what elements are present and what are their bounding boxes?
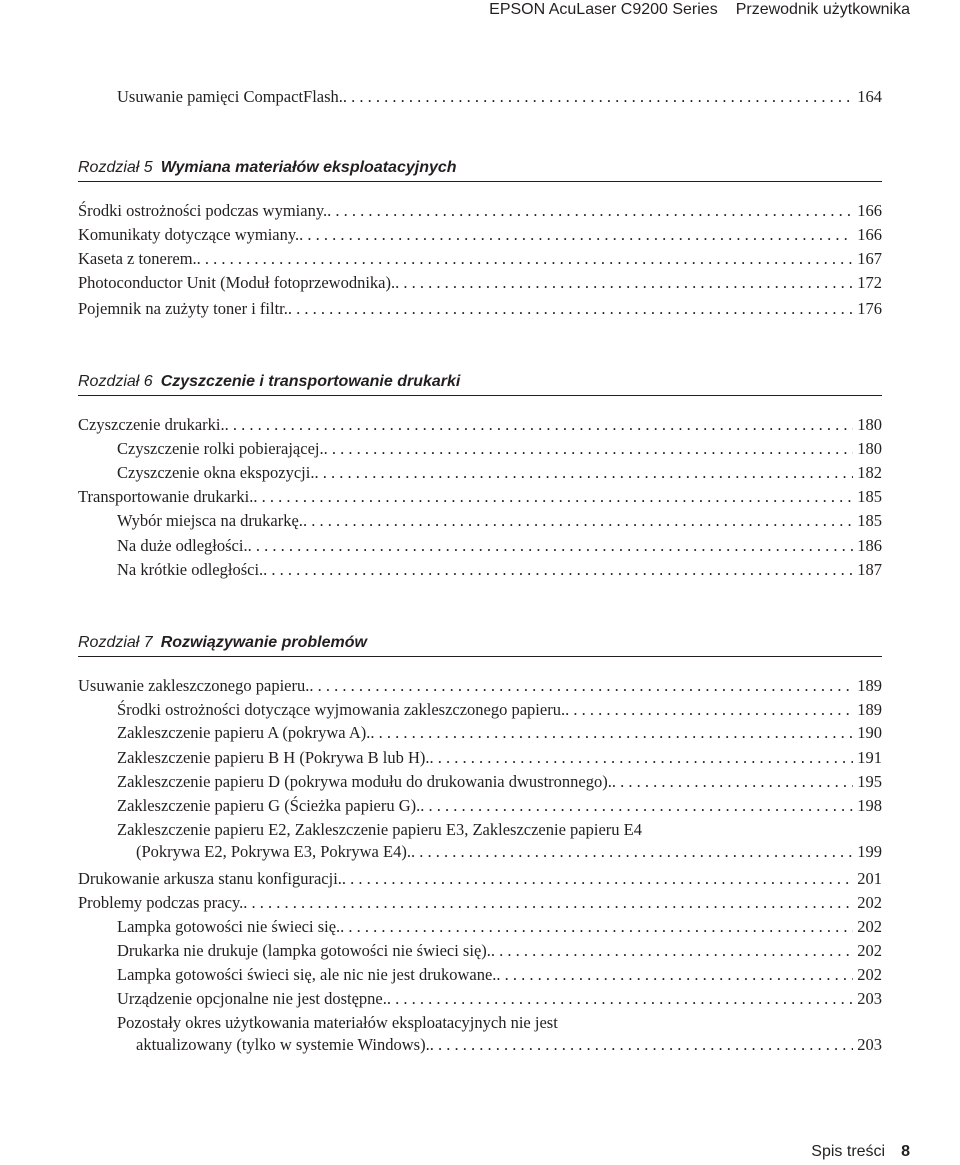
- toc-entry-title: Pojemnik na zużyty toner i filtr.: [78, 299, 288, 318]
- toc-entry-page: 187: [857, 560, 882, 579]
- toc-entry-page: 166: [857, 201, 882, 220]
- toc-entry-title: Środki ostrożności podczas wymiany.: [78, 201, 328, 220]
- toc-entry-page: 180: [857, 415, 882, 434]
- dot-leader: [496, 964, 853, 986]
- toc-entry-title: Drukarka nie drukuje (lampka gotowości nie świeci się).: [117, 941, 491, 960]
- toc-entry[interactable]: [78, 462, 882, 484]
- running-header: [489, 0, 910, 20]
- toc-entry-title: Czyszczenie okna ekspozycji.: [117, 463, 315, 482]
- dot-leader: [340, 916, 853, 938]
- dot-leader: [612, 771, 853, 793]
- toc-entry-title: Na duże odległości.: [117, 536, 248, 555]
- toc-entry-page: 202: [857, 965, 882, 984]
- chapter-title: Wymiana materiałów eksploatacyjnych: [160, 159, 457, 176]
- toc-entry-title: Usuwanie pamięci CompactFlash.: [117, 87, 343, 106]
- toc-entry-page: 182: [857, 463, 882, 482]
- toc-entry-page: 202: [857, 941, 882, 960]
- toc-entry-title: Zakleszczenie papieru A (pokrywa A).: [117, 723, 371, 742]
- toc-entry-title: Zakleszczenie papieru D (pokrywa modułu do drukowania dwustronnego).: [117, 772, 612, 791]
- toc-entry-title: Lampka gotowości nie świeci się.: [117, 917, 341, 936]
- toc-entry[interactable]: [78, 940, 882, 962]
- toc-entry-title: Czyszczenie rolki pobierającej.: [117, 439, 324, 458]
- toc-entry[interactable]: [78, 868, 882, 890]
- toc-entry[interactable]: [78, 1012, 882, 1056]
- toc-entry-page: 189: [857, 676, 882, 695]
- toc-entry[interactable]: [78, 248, 882, 270]
- dot-leader: [387, 988, 853, 1010]
- toc-entry[interactable]: [78, 722, 882, 744]
- page-footer: [811, 1142, 910, 1162]
- dot-leader: [430, 1034, 854, 1056]
- toc-entry-title-continued: (Pokrywa E2, Pokrywa E3, Pokrywa E4).: [136, 842, 411, 861]
- toc-entry-title: Na krótkie odległości.: [117, 560, 264, 579]
- toc-entry-page: 202: [857, 917, 882, 936]
- dot-leader: [288, 298, 853, 320]
- toc-entry[interactable]: [78, 486, 882, 508]
- toc-entry[interactable]: [78, 510, 882, 532]
- toc-entry-page: 180: [857, 439, 882, 458]
- dot-leader: [299, 224, 853, 246]
- dot-leader: [565, 699, 853, 721]
- toc-entry-title: Problemy podczas pracy.: [78, 893, 244, 912]
- toc-entry[interactable]: [78, 699, 882, 721]
- dot-leader: [327, 200, 853, 222]
- toc-entry-title: Komunikaty dotyczące wymiany.: [78, 225, 300, 244]
- toc-entry-page: 172: [857, 273, 882, 292]
- dot-leader: [430, 747, 854, 769]
- dot-leader: [225, 414, 854, 436]
- toc-entry-title: Lampka gotowości świeci się, ale nic nie jest drukowane.: [117, 965, 497, 984]
- toc-entry-title: Photoconductor Unit (Moduł fotoprzewodnika).: [78, 273, 396, 292]
- dot-leader: [491, 940, 853, 962]
- toc-entry-page: 189: [857, 700, 882, 719]
- toc-entry-page: 201: [857, 869, 882, 888]
- toc-entry-page: 190: [857, 723, 882, 742]
- toc-entry[interactable]: [78, 964, 882, 986]
- toc-entry-page: 167: [857, 249, 882, 268]
- chapter-title: Czyszczenie i transportowanie drukarki: [160, 373, 461, 390]
- toc-entry-page: 198: [857, 796, 882, 815]
- chapter-heading[interactable]: [78, 632, 882, 657]
- toc-entry-page: 202: [857, 893, 882, 912]
- toc-entry[interactable]: [78, 771, 882, 793]
- dot-leader: [263, 559, 853, 581]
- toc-entry-continuation: [117, 841, 882, 863]
- toc-entry-page: 199: [857, 842, 882, 861]
- dot-leader: [253, 486, 853, 508]
- chapter-heading[interactable]: [78, 157, 882, 182]
- toc-entry-title: Drukowanie arkusza stanu konfiguracji.: [78, 869, 342, 888]
- toc-entry-title-continued: aktualizowany (tylko w systemie Windows).: [136, 1035, 430, 1054]
- toc-entry-title: Kaseta z tonerem.: [78, 249, 197, 268]
- toc-entry-page: 186: [857, 536, 882, 555]
- dot-leader: [309, 675, 853, 697]
- toc-entry[interactable]: [78, 298, 882, 320]
- guide-name: Przewodnik użytkownika: [735, 1, 910, 18]
- toc-entry-page: 185: [857, 487, 882, 506]
- toc-entry-page: 166: [857, 225, 882, 244]
- dot-leader: [197, 248, 854, 270]
- toc-entry-title: Pozostały okres użytkowania materiałów eksploatacyjnych nie jest: [117, 1013, 558, 1032]
- toc-entry-page: 203: [857, 1035, 882, 1054]
- toc-entry[interactable]: [78, 675, 882, 697]
- toc-entry-title: Usuwanie zakleszczonego papieru.: [78, 676, 310, 695]
- dot-leader: [411, 841, 853, 863]
- chapter-title: Rozwiązywanie problemów: [160, 634, 367, 651]
- toc-entry-title: Czyszczenie drukarki.: [78, 415, 225, 434]
- dot-leader: [243, 892, 853, 914]
- toc-entry[interactable]: [78, 224, 882, 246]
- toc-entry[interactable]: [78, 535, 882, 557]
- toc-entry[interactable]: [78, 747, 882, 769]
- toc-entry[interactable]: [78, 438, 882, 460]
- toc-entry-page: 176: [857, 299, 882, 318]
- toc-entry[interactable]: [78, 819, 882, 863]
- toc-entry[interactable]: [78, 86, 882, 108]
- dot-leader: [324, 438, 854, 460]
- product-name: EPSON AcuLaser C9200 Series: [489, 1, 718, 18]
- dot-leader: [342, 868, 853, 890]
- chapter-number: Rozdział 5: [78, 159, 153, 176]
- toc-entry-title: Środki ostrożności dotyczące wyjmowania zakleszczonego papieru.: [117, 700, 566, 719]
- toc-entry[interactable]: [78, 892, 882, 914]
- page-number: 8: [901, 1143, 910, 1160]
- dot-leader: [248, 535, 854, 557]
- toc-entry-title: Transportowanie drukarki.: [78, 487, 254, 506]
- chapter-heading[interactable]: [78, 371, 882, 396]
- toc-entry-continuation: [117, 1034, 882, 1056]
- footer-section-label: Spis treści: [811, 1143, 886, 1160]
- toc-entry[interactable]: [78, 988, 882, 1010]
- dot-leader: [303, 510, 853, 532]
- toc-entry[interactable]: [78, 272, 882, 294]
- toc-entry[interactable]: [78, 414, 882, 436]
- toc-entry-title: Zakleszczenie papieru G (Ścieżka papieru G).: [117, 796, 421, 815]
- chapter-number: Rozdział 6: [78, 373, 153, 390]
- toc-entry-title: Urządzenie opcjonalne nie jest dostępne.: [117, 989, 387, 1008]
- dot-leader: [420, 795, 853, 817]
- dot-leader: [343, 86, 853, 108]
- toc-entry-page: 164: [857, 87, 882, 106]
- toc-entry-title: Zakleszczenie papieru B H (Pokrywa B lub H).: [117, 748, 430, 767]
- dot-leader: [370, 722, 853, 744]
- dot-leader: [395, 272, 853, 294]
- toc-entry[interactable]: [78, 916, 882, 938]
- toc-entry[interactable]: [78, 559, 882, 581]
- dot-leader: [314, 462, 853, 484]
- toc-entry[interactable]: [78, 795, 882, 817]
- toc-entry-title: Wybór miejsca na drukarkę.: [117, 511, 303, 530]
- toc-entry-page: 191: [857, 748, 882, 767]
- toc-entry-page: 185: [857, 511, 882, 530]
- toc-entry[interactable]: [78, 200, 882, 222]
- toc-entry-page: 203: [857, 989, 882, 1008]
- chapter-number: Rozdział 7: [78, 634, 153, 651]
- toc-entry-title: Zakleszczenie papieru E2, Zakleszczenie papieru E3, Zakleszczenie papieru E4: [117, 820, 642, 839]
- toc-entry-page: 195: [857, 772, 882, 791]
